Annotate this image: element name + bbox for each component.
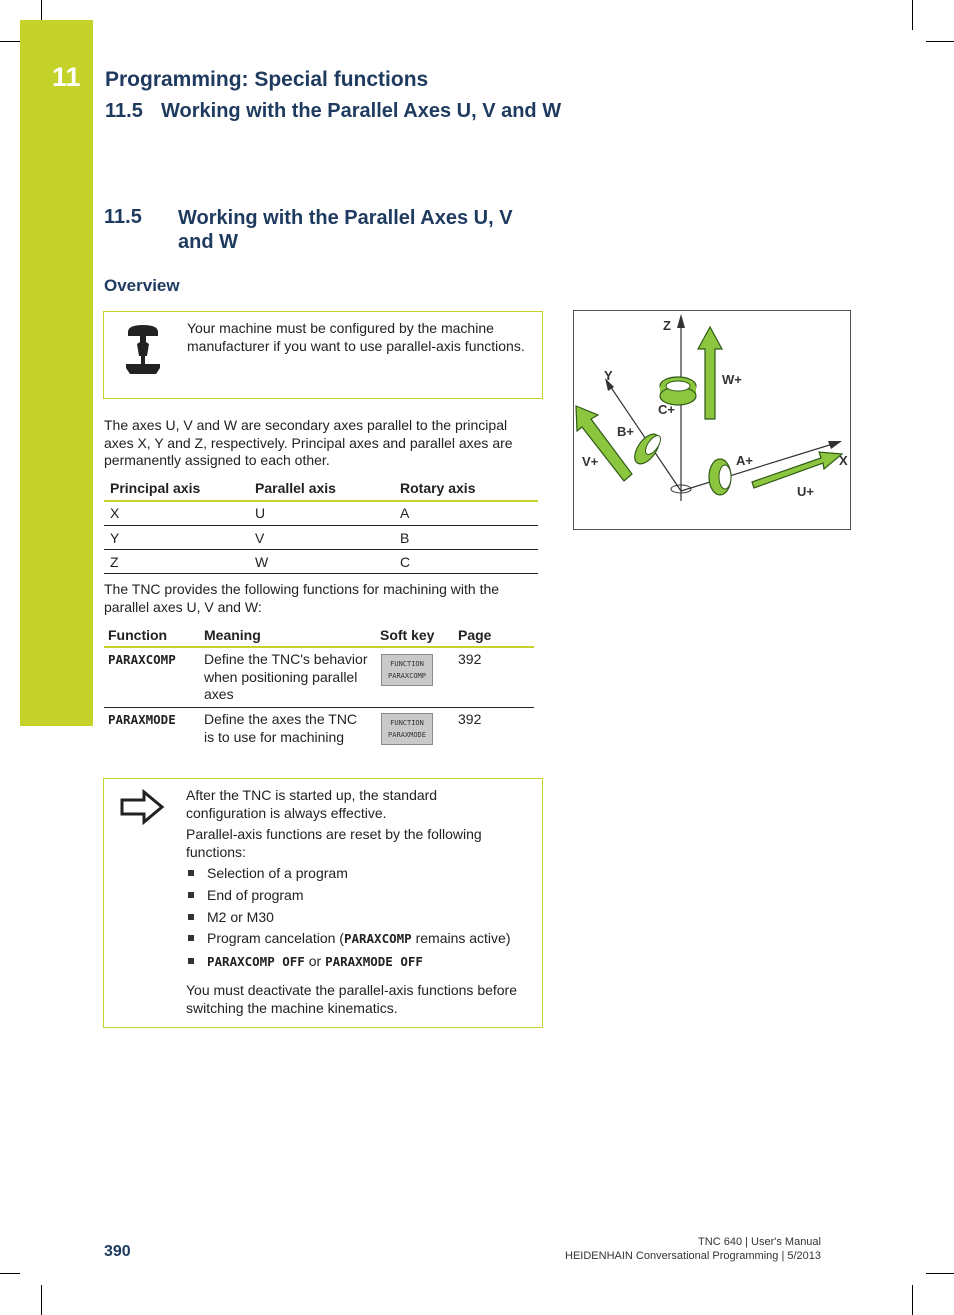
reset-item: End of program bbox=[207, 887, 304, 903]
softkey-label: FUNCTION bbox=[390, 660, 424, 668]
table-rule bbox=[104, 549, 538, 550]
axis-cell: Y bbox=[110, 530, 120, 546]
chapter-number: 11 bbox=[52, 62, 81, 92]
softkey-paraxcomp[interactable] bbox=[381, 654, 433, 686]
reset-item-text: or bbox=[304, 953, 326, 969]
note-divider bbox=[186, 1027, 543, 1028]
label-w-plus: W+ bbox=[722, 372, 742, 387]
axis-header-rotary: Rotary axis bbox=[400, 480, 476, 496]
reset-item: Selection of a program bbox=[207, 865, 348, 881]
label-y: Y bbox=[604, 368, 613, 383]
code-paraxmode-off: PARAXMODE OFF bbox=[325, 954, 423, 969]
func-header-function: Function bbox=[108, 627, 168, 643]
axes-description: The axes U, V and W are secondary axes parallel to the principal axes X, Y and Z, respectively. Principal axes and parallel axes are permanently assigned to each other. bbox=[104, 417, 513, 468]
reset-item: M2 or M30 bbox=[207, 909, 274, 925]
label-a-plus: A+ bbox=[736, 453, 753, 468]
axis-cell: C bbox=[400, 554, 411, 570]
label-c-plus: C+ bbox=[658, 402, 675, 417]
crop-mark bbox=[926, 41, 954, 42]
page-reference: 392 bbox=[458, 711, 482, 727]
function-meaning: Define the axes the TNC is to use for machining bbox=[204, 711, 358, 745]
bullet-marker bbox=[188, 935, 194, 941]
page-reference: 392 bbox=[458, 651, 482, 667]
section-number: 11.5 bbox=[104, 206, 142, 228]
parallel-axes-diagram bbox=[573, 310, 851, 530]
machine-manufacturer-icon bbox=[122, 322, 164, 378]
axis-cell: X bbox=[110, 505, 120, 521]
code-paraxcomp-off: PARAXCOMP OFF bbox=[207, 954, 305, 969]
bullet-marker bbox=[188, 892, 194, 898]
footer-manual-subtitle: HEIDENHAIN Conversational Programming | 5/2013 bbox=[565, 1250, 821, 1262]
reset-item bbox=[207, 953, 423, 969]
w-plus-arrow bbox=[698, 327, 722, 419]
overview-heading: Overview bbox=[104, 276, 180, 295]
v-plus-arrow bbox=[576, 406, 632, 481]
softkey-paraxmode[interactable] bbox=[381, 713, 433, 745]
crop-mark bbox=[41, 0, 42, 20]
label-x: X bbox=[839, 453, 848, 468]
u-plus-arrow bbox=[752, 452, 842, 488]
label-v-plus: V+ bbox=[582, 454, 599, 469]
axes-illustration bbox=[574, 311, 850, 529]
func-header-meaning: Meaning bbox=[204, 627, 261, 643]
arrow-right-icon bbox=[120, 789, 166, 825]
axis-cell: U bbox=[255, 505, 266, 521]
running-section-header bbox=[105, 100, 561, 123]
softkey-label: FUNCTION bbox=[390, 719, 424, 727]
chapter-sidebar bbox=[20, 20, 93, 726]
crop-mark bbox=[912, 1285, 913, 1315]
z-axis-arrowhead bbox=[677, 314, 685, 328]
x-axis-arrowhead bbox=[828, 441, 842, 449]
reset-note-p2: Parallel-axis functions are reset by the following functions: bbox=[186, 826, 482, 860]
chapter-title: Programming: Special functions bbox=[105, 68, 429, 91]
axis-cell: B bbox=[400, 530, 410, 546]
axis-header-parallel: Parallel axis bbox=[255, 480, 336, 496]
functions-intro: The TNC provides the following functions for machining with the parallel axes U, V and W: bbox=[104, 581, 500, 615]
softkey-label: PARAXMODE bbox=[388, 731, 426, 739]
page-number: 390 bbox=[104, 1243, 131, 1260]
function-code: PARAXMODE bbox=[108, 712, 176, 727]
reset-item bbox=[207, 930, 511, 946]
crop-mark bbox=[0, 41, 20, 42]
axis-cell: V bbox=[255, 530, 265, 546]
crop-mark bbox=[41, 1285, 42, 1315]
manufacturer-note-text: Your machine must be configured by the machine manufacturer if you want to use parallel-axis functions. bbox=[187, 320, 525, 354]
axis-cell: W bbox=[255, 554, 269, 570]
code-paraxcomp: PARAXCOMP bbox=[343, 931, 412, 946]
label-z: Z bbox=[663, 318, 671, 333]
table-rule bbox=[104, 707, 534, 708]
reset-note-p1: After the TNC is started up, the standard configuration is always effective. bbox=[186, 787, 438, 821]
reset-note-p3: You must deactivate the parallel-axis functions before switching the machine kinematics. bbox=[186, 982, 518, 1016]
table-rule bbox=[104, 500, 538, 502]
table-rule bbox=[104, 525, 538, 526]
axis-header-principal: Principal axis bbox=[110, 480, 201, 496]
reset-item-text: remains active) bbox=[411, 930, 511, 946]
label-u-plus: U+ bbox=[797, 484, 814, 499]
table-rule bbox=[104, 573, 538, 574]
function-code: PARAXCOMP bbox=[108, 652, 176, 667]
function-meaning: Define the TNC's behavior when positioning parallel axes bbox=[204, 651, 368, 702]
bullet-marker bbox=[188, 870, 194, 876]
bullet-marker bbox=[188, 914, 194, 920]
crop-mark bbox=[926, 1273, 954, 1274]
footer-manual-title: TNC 640 | User's Manual bbox=[698, 1236, 821, 1248]
table-rule bbox=[104, 646, 534, 648]
func-header-softkey: Soft key bbox=[380, 627, 435, 643]
section-title: Working with the Parallel Axes U, V and W bbox=[178, 207, 513, 253]
crop-mark bbox=[912, 0, 913, 30]
softkey-label: PARAXCOMP bbox=[388, 672, 426, 680]
running-section-number: 11.5 bbox=[105, 100, 143, 122]
axis-cell: A bbox=[400, 505, 410, 521]
label-b-plus: B+ bbox=[617, 424, 634, 439]
running-section-title: Working with the Parallel Axes U, V and W bbox=[161, 100, 562, 122]
bullet-marker bbox=[188, 958, 194, 964]
reset-item-text: Program cancelation ( bbox=[207, 930, 344, 946]
func-header-page: Page bbox=[458, 627, 492, 643]
axis-cell: Z bbox=[110, 554, 119, 570]
manufacturer-note bbox=[103, 311, 543, 399]
crop-mark bbox=[0, 1273, 20, 1274]
